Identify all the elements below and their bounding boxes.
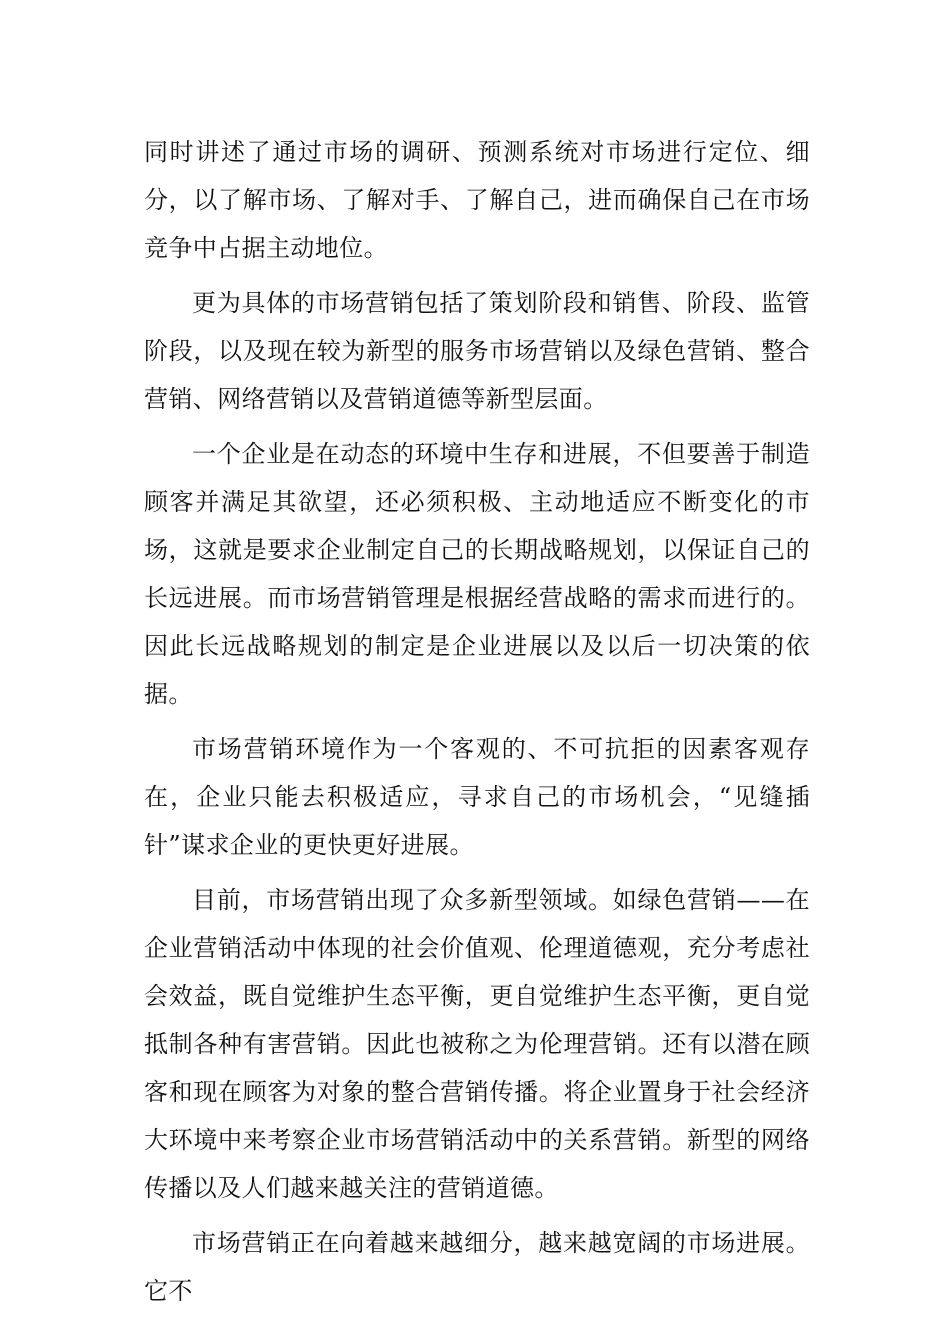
paragraph-1: 同时讲述了通过市场的调研、预测系统对市场进行定位、细分，以了解市场、了解对手、了解自己，进而确保自己在市场竞争中占据主动地位。 <box>144 138 810 262</box>
paragraph-6: 市场营销正在向着越来越细分，越来越宽阔的市场进展。它不 <box>144 1229 810 1305</box>
paragraph-4: 市场营销环境作为一个客观的、不可抗拒的因素客观存在，企业只能去积极适应，寻求自己的市场机会，“见缝插针”谋求企业的更快更好进展。 <box>144 735 810 859</box>
paragraph-5: 目前，市场营销出现了众多新型领域。如绿色营销——在企业营销活动中体现的社会价值观、伦理道德观，充分考虑社会效益，既自觉维护生态平衡，更自觉维护生态平衡，更自觉抵制各种有害营销。因此也被称之为伦理营销。还有以潜在顾客和现在顾客为对象的整合营销传播。将企业置身于社会经济大环境中来考察企业市场营销活动中的关系营销。新型的网络传播以及人们越来越关注的营销道德。 <box>144 886 810 1202</box>
paragraph-3: 一个企业是在动态的环境中生存和进展，不但要善于制造顾客并满足其欲望，还必须积极、主动地适应不断变化的市场，这就是要求企业制定自己的长期战略规划，以保证自己的长远进展。而市场营销管理是根据经营战略的需求而进行的。因此长远战略规划的制定是企业进展以及以后一切决策的依据。 <box>144 440 810 708</box>
body-text <box>144 128 810 1322</box>
paragraph-2: 更为具体的市场营销包括了策划阶段和销售、阶段、监管阶段，以及现在较为新型的服务市场营销以及绿色营销、整合营销、网络营销以及营销道德等新型层面。 <box>144 289 810 413</box>
